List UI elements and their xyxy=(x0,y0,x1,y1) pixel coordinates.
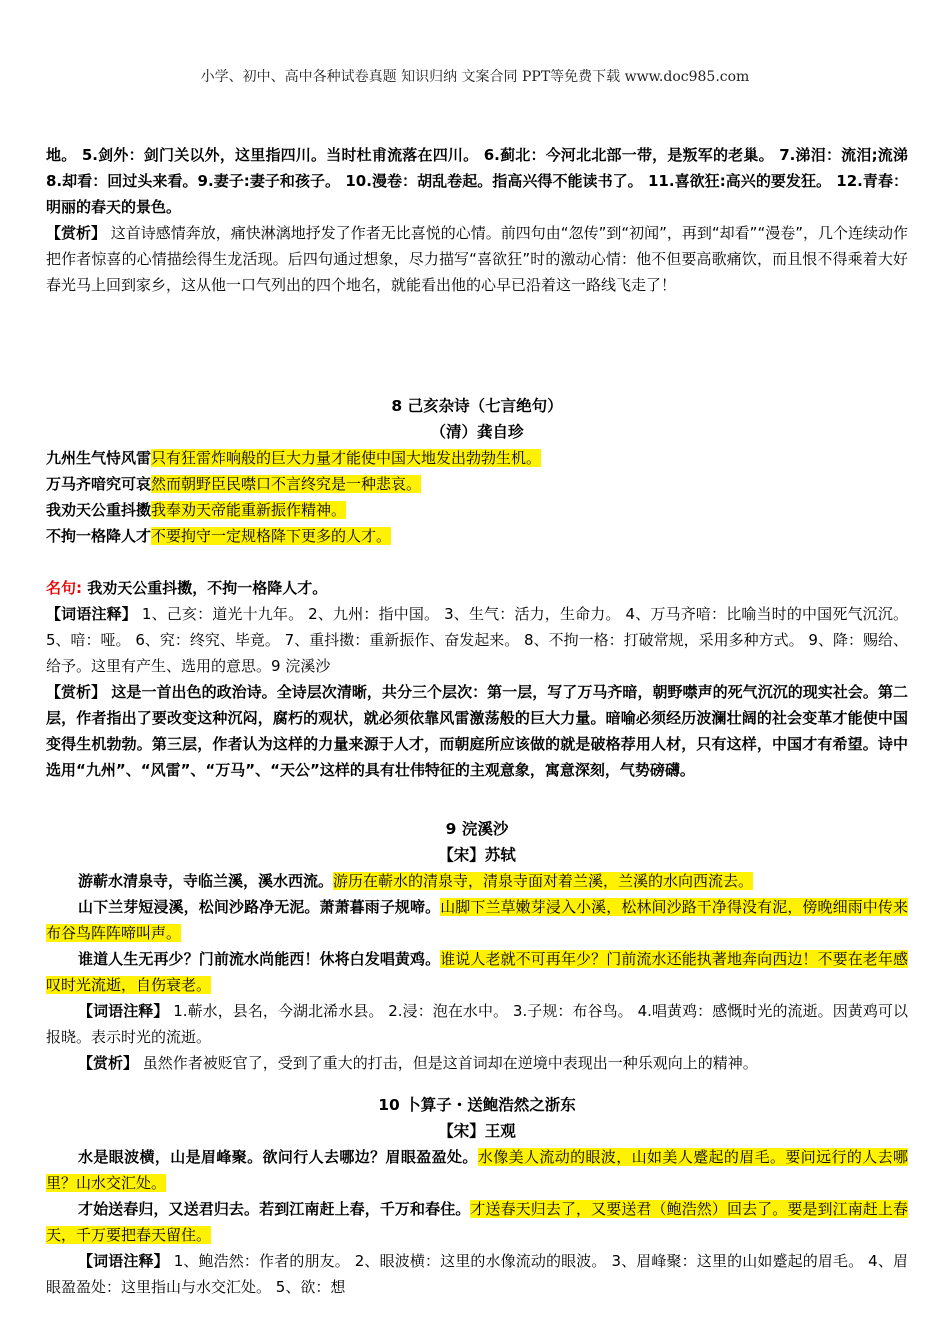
poem8-title: 8 己亥杂诗（七言绝句） xyxy=(391,397,563,415)
notes-label: 【词语注释】 xyxy=(78,1252,169,1270)
notes-text: 1.蕲水，县名，今湖北浠水县。 2.浸：泡在水中。 3.子规：布谷鸟。 4.唱黄鸡：感慨时光的流逝。因黄鸡可以报晓。表示时光的流逝。 xyxy=(46,1002,908,1046)
notes-label: 【词语注释】 xyxy=(78,1002,169,1020)
poem-text: 山下兰芽短浸溪，松间沙路净无泥。萧萧暮雨子规啼。 xyxy=(78,898,441,916)
notes-paragraph xyxy=(46,998,908,1050)
appreciation-paragraph xyxy=(46,220,908,298)
poem-text: 九州生气恃风雷 xyxy=(46,449,152,467)
notes-paragraph xyxy=(46,1248,908,1300)
poem-text: 我劝天公重抖擞 xyxy=(46,501,152,519)
translation-highlight: 然而朝野臣民噤口不言终究是一种悲哀。 xyxy=(151,475,422,493)
poem9-section xyxy=(46,816,908,1076)
poem-text: 游蕲水清泉寺，寺临兰溪，溪水西流。 xyxy=(78,872,334,890)
poem10-line xyxy=(46,1196,908,1248)
poem10-section xyxy=(46,1092,908,1300)
poem-text: 水是眼波横，山是眉峰聚。欲问行人去哪边？眉眼盈盈处。 xyxy=(78,1148,478,1166)
poem8-line xyxy=(46,471,908,497)
translation-highlight: 山脚下兰草嫩芽浸入小溪，松林间沙路干净得没有泥，傍晚细雨中传来布谷鸟阵阵啼叫声。 xyxy=(46,898,908,942)
notes-paragraph xyxy=(46,601,908,679)
poem-text: 才始送春归，又送君归去。若到江南赶上春，千万和春住。 xyxy=(78,1200,471,1218)
block-previous-poem xyxy=(46,142,908,298)
appreciation-text: 这首诗感情奔放，痛快淋漓地抒发了作者无比喜悦的心情。前四句由“忽传”到“初闻”，再到“却看”“漫卷”，几个连续动作把作者惊喜的心情描绘得生龙活现。后四句通过想象，尽力描写“喜欲狂”时的激动心情：他不但要高歌痛饮，而且恨不得乘着大好春光马上回到家乡，这从他一口气列出的四个地名，就能看出他的心早已沿着这一路线飞走了！ xyxy=(46,224,908,294)
poem8-line xyxy=(46,523,908,549)
poem-text: 万马齐喑究可哀 xyxy=(46,475,152,493)
translation-highlight: 谁说人老就不可再年少？门前流水还能执著地奔向西边！不要在老年感叹时光流逝，自伤衰老。 xyxy=(46,950,908,994)
poem9-line xyxy=(46,868,908,894)
page-header: 小学、初中、高中各种试卷真题 知识归纳 文案合同 PPT等免费下载 www.doc985.com xyxy=(200,69,750,85)
translation-highlight: 不要拘守一定规格降下更多的人才。 xyxy=(151,527,392,545)
poem10-line xyxy=(46,1144,908,1196)
poem-text: 谁道人生无再少？门前流水尚能西！休将白发唱黄鸡。 xyxy=(78,950,441,968)
notes-paragraph: 地。 5.剑外：剑门关以外，这里指四川。当时杜甫流落在四川。 6.蓟北：今河北北部一带，是叛军的老巢。 7.涕泪：流泪;流涕 8.却看：回过头来看。9.妻子:妻子和孩子。 10.漫卷：胡乱卷起。指高兴得不能读书了。 11.喜欲狂:高兴的要发狂。 12.青春：明丽的春天的景色。 xyxy=(46,146,908,216)
poem8-line xyxy=(46,497,908,523)
notes-label: 【词语注释】 xyxy=(46,605,137,623)
appreciation-label: 【赏析】 xyxy=(46,224,107,242)
notes-text: 1、鲍浩然：作者的朋友。 2、眼波横：这里的水像流动的眼波。 3、眉峰聚：这里的山如蹙起的眉毛。 4、眉眼盈盈处：这里指山与水交汇处。 5、欲：想 xyxy=(46,1252,908,1296)
notes-text: 1、己亥：道光十九年。 2、九州：指中国。 3、生气：活力，生命力。 4、万马齐喑：比喻当时的中国死气沉沉。 5、喑：哑。 6、究：终究、毕竟。 7、重抖擞：重新振作、奋发起来。 8、不拘一格：打破常规，采用多种方式。 9、降：赐给、给予。这里有产生、选用的意思。9 浣溪沙 xyxy=(46,605,908,675)
translation-highlight: 只有狂雷炸响般的巨大力量才能使中国大地发出勃勃生机。 xyxy=(151,449,542,467)
poem9-line xyxy=(46,894,908,946)
famous-text: 我劝天公重抖擞，不拘一格降人才。 xyxy=(82,579,328,597)
appreciation-label: 【赏析】 xyxy=(78,1054,139,1072)
poem9-author: 【宋】苏轼 xyxy=(438,846,516,864)
appreciation-text: 这是一首出色的政治诗。全诗层次清晰，共分三个层次：第一层，写了万马齐暗，朝野噤声的死气沉沉的现实社会。第二层，作者指出了要改变这种沉闷，腐朽的观状，就必须依靠风雷激荡般的巨大力量。暗喻必须经历波澜壮阔的社会变革才能使中国变得生机勃勃。第三层，作者认为这样的力量来源于人才，而朝庭所应该做的就是破格荐用人材，只有这样，中国才有希望。诗中选用“九州”、“风雷”、“万马”、“天公”这样的具有壮伟特征的主观意象，寓意深刻，气势磅礴。 xyxy=(46,683,908,779)
famous-line xyxy=(46,575,908,601)
appreciation-paragraph xyxy=(46,1050,908,1076)
poem8-section xyxy=(46,393,908,783)
poem9-title: 9 浣溪沙 xyxy=(445,820,509,838)
translation-highlight: 水像美人流动的眼波，山如美人蹙起的眉毛。要问远行的人去哪里？山水交汇处。 xyxy=(46,1148,908,1192)
appreciation-paragraph xyxy=(46,679,908,783)
poem8-author: （清）龚自珍 xyxy=(430,423,524,441)
famous-label: 名句: xyxy=(46,579,82,597)
appreciation-text: 虽然作者被贬官了，受到了重大的打击，但是这首词却在逆境中表现出一种乐观向上的精神。 xyxy=(138,1054,758,1072)
poem10-author: 【宋】王观 xyxy=(438,1122,516,1140)
poem8-line xyxy=(46,445,908,471)
translation-highlight: 我奉劝天帝能重新振作精神。 xyxy=(151,501,347,519)
poem10-title: 10 卜算子・送鲍浩然之浙东 xyxy=(378,1096,576,1114)
appreciation-label: 【赏析】 xyxy=(46,683,107,701)
poem9-line xyxy=(46,946,908,998)
translation-highlight: 才送春天归去了，又要送君（鲍浩然）回去了。要是到江南赶上春天，千万要把春天留住。 xyxy=(46,1200,908,1244)
poem-text: 不拘一格降人才 xyxy=(46,527,152,545)
translation-highlight: 游历在蕲水的清泉寺，清泉寺面对着兰溪，兰溪的水向西流去。 xyxy=(333,872,754,890)
